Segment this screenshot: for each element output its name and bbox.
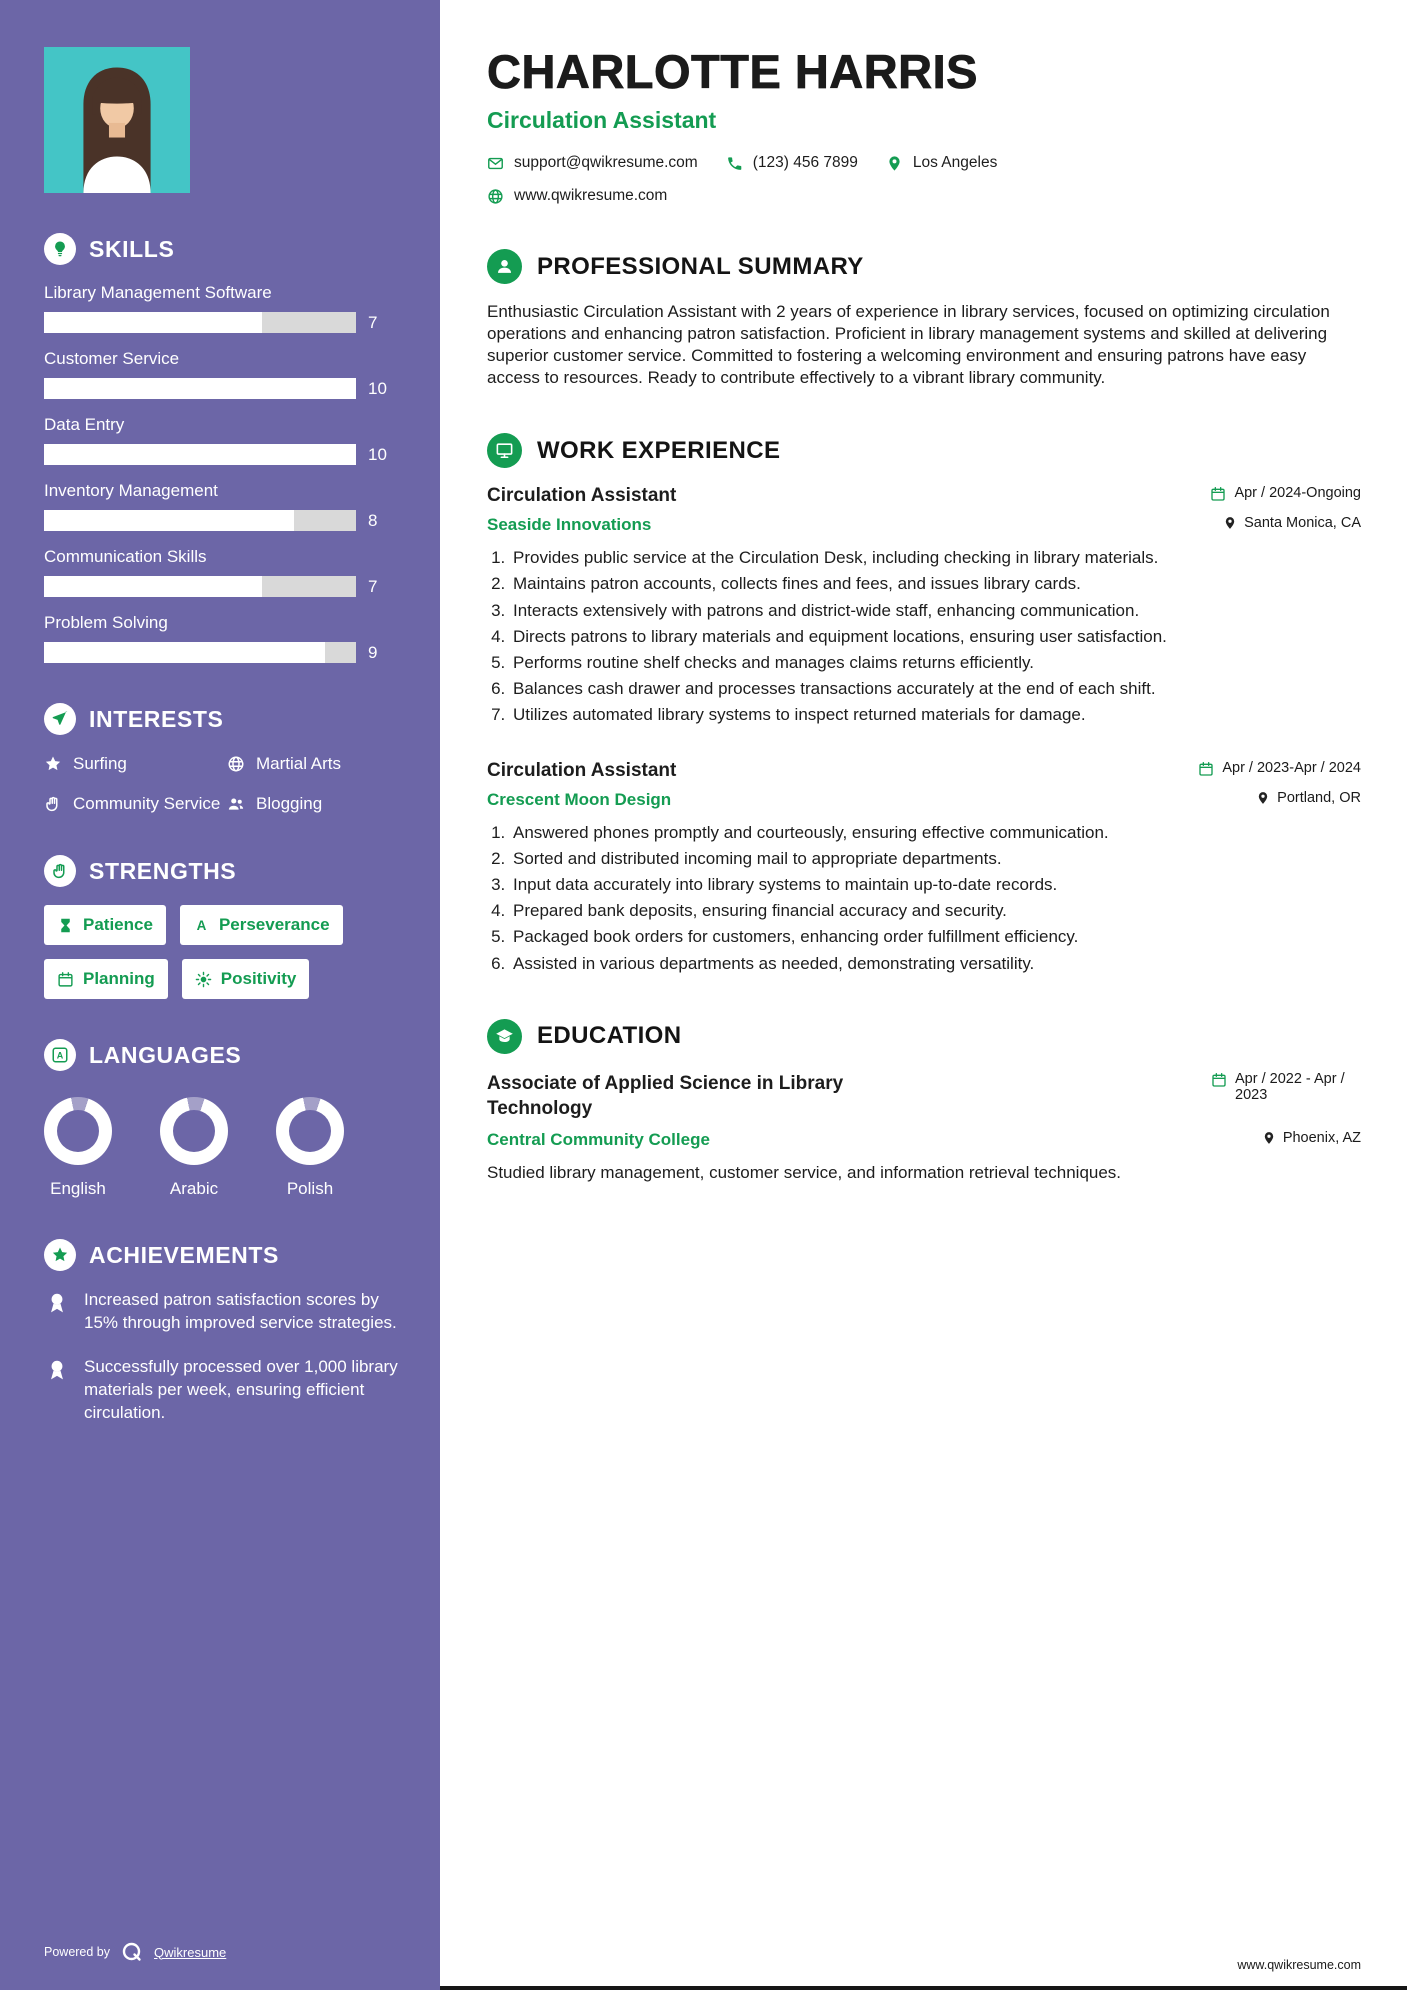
languages-section [44, 1039, 404, 1199]
skill-value: 9 [368, 642, 378, 662]
language-item [44, 1097, 112, 1199]
skills-header [44, 233, 404, 265]
language-label: Arabic [169, 1179, 219, 1199]
skill-label: Data Entry [44, 415, 125, 434]
paper-plane-icon [44, 703, 76, 735]
hourglass-icon [57, 917, 74, 934]
education-title: EDUCATION [537, 1022, 682, 1050]
website-link[interactable]: www.qwikresume.com [514, 187, 668, 204]
job-bullet: 4. Prepared bank deposits, ensuring financial accuracy and security. [510, 900, 1361, 922]
candidate-job-title: Circulation Assistant [487, 107, 717, 133]
interests-header [44, 703, 404, 735]
skill-value: 10 [368, 444, 387, 464]
education-location [1262, 1130, 1361, 1146]
calendar-icon [1198, 761, 1214, 777]
sun-icon [195, 971, 212, 988]
pin-icon [1262, 1131, 1276, 1145]
lightbulb-icon [44, 233, 76, 265]
strength-chip [44, 959, 168, 999]
skills-title: SKILLS [89, 235, 175, 262]
language-donut-chart [160, 1097, 228, 1165]
powered-by-label: Powered by [44, 1945, 111, 1959]
phone-number: (123) 456 7899 [752, 154, 858, 171]
strengths-title: STRENGTHS [89, 857, 237, 884]
hand-icon [44, 795, 62, 813]
achievements-header [44, 1239, 404, 1271]
globe-icon [227, 755, 245, 773]
bottom-divider [440, 1986, 1407, 1990]
job-role: Circulation Assistant [487, 485, 677, 507]
job-bullet-list [487, 547, 1361, 726]
interest-item [44, 793, 221, 815]
users-icon [227, 795, 245, 813]
achievements-title: ACHIEVEMENTS [89, 1241, 279, 1268]
job-dates [1210, 485, 1361, 502]
job-bullet: 2. Sorted and distributed incoming mail to appropriate departments. [510, 848, 1361, 870]
experience-section [487, 433, 1361, 974]
education-section [487, 1019, 1361, 1184]
award-icon [44, 1357, 70, 1383]
qwikresume-brand-link[interactable]: Qwikresume [154, 1944, 227, 1960]
pin-icon [886, 155, 903, 172]
language-label: Polish [286, 1179, 334, 1199]
achievement-text: Increased patron satisfaction scores by 15% through improved service strategies. [84, 1290, 397, 1332]
skill-item [44, 547, 404, 597]
languages-title: LANGUAGES [89, 1041, 242, 1068]
job-location [1256, 790, 1361, 806]
phone-icon [726, 155, 743, 172]
skill-label: Problem Solving [44, 613, 168, 632]
graduation-cap-icon [487, 1019, 522, 1054]
skill-item [44, 349, 404, 399]
interests-title: INTERESTS [89, 705, 224, 732]
interests-section [44, 703, 404, 815]
skill-value: 7 [368, 312, 378, 332]
summary-text: Enthusiastic Circulation Assistant with 2 years of experience in library services, focused on optimizing circulation operations and enhancing patron satisfaction. Proficient in library management systems and skilled at delivering superior customer service. Committed to fostering a welcoming environment and ensuring patrons have easy access to resources. Ready to contribute effectively to a vibrant library community. [487, 302, 1330, 388]
strength-chip [44, 905, 166, 945]
skill-bar [44, 312, 356, 333]
candidate-name: CHARLOTTE HARRIS [487, 45, 979, 98]
job-bullet: 6. Balances cash drawer and processes transactions accurately at the end of each shift. [510, 678, 1361, 700]
skill-item [44, 415, 404, 465]
skill-label: Inventory Management [44, 481, 218, 500]
skill-bar [44, 642, 356, 663]
interest-item [227, 753, 404, 775]
education-location-text: Phoenix, AZ [1282, 1129, 1361, 1146]
education-dates [1211, 1071, 1361, 1103]
interest-label: Martial Arts [256, 754, 342, 773]
fist-icon [44, 855, 76, 887]
job-dates-text: Apr / 2024-Ongoing [1234, 485, 1361, 502]
skill-bar [44, 378, 356, 399]
strength-label: Perseverance [218, 915, 330, 935]
achievements-section [44, 1239, 404, 1424]
job-dates [1198, 760, 1361, 777]
job-bullet: 3. Interacts extensively with patrons and district-wide staff, enhancing communication. [510, 600, 1361, 622]
job-bullet: 5. Packaged book orders for customers, enhancing order fulfillment efficiency. [510, 926, 1361, 948]
job-bullet: 5. Performs routine shelf checks and manages claims returns efficiently. [510, 652, 1361, 674]
skill-item [44, 481, 404, 531]
skills-section [44, 233, 404, 663]
job-location-text: Portland, OR [1277, 790, 1361, 807]
job-bullet: 7. Utilizes automated library systems to inspect returned materials for damage. [510, 704, 1361, 726]
award-icon [44, 1290, 70, 1316]
job-bullet: 1. Provides public service at the Circulation Desk, including checking in library materials. [510, 547, 1361, 569]
envelope-icon [487, 155, 504, 172]
job-dates-text: Apr / 2023-Apr / 2024 [1222, 760, 1361, 777]
experience-entry [487, 485, 1361, 726]
summary-section [487, 249, 1361, 389]
skill-bar [44, 576, 356, 597]
main-content [440, 0, 1407, 1990]
job-bullet-list [487, 822, 1361, 975]
email-contact [487, 154, 698, 172]
languages-header [44, 1039, 404, 1071]
website-contact [487, 187, 667, 205]
interest-label: Community Service [73, 794, 221, 814]
interest-label: Surfing [73, 754, 127, 773]
sidebar [0, 0, 440, 1990]
language-item [160, 1097, 228, 1199]
strength-chip [180, 905, 343, 945]
language-label: English [50, 1179, 106, 1199]
translate-icon [44, 1039, 76, 1071]
summary-header [487, 249, 1361, 284]
skill-item [44, 283, 404, 333]
contact-row-2 [487, 187, 1361, 205]
job-bullet: 4. Directs patrons to library materials and equipment locations, ensuring user satisfaction. [510, 626, 1361, 648]
qwikresume-logo-icon [120, 1940, 144, 1964]
monitor-icon [487, 433, 522, 468]
skill-item [44, 613, 404, 663]
sidebar-footer [44, 1940, 226, 1964]
strength-chip [182, 959, 310, 999]
experience-header [487, 433, 1361, 468]
interest-item [44, 753, 221, 775]
summary-title: PROFESSIONAL SUMMARY [537, 252, 864, 280]
strength-label: Positivity [220, 969, 297, 989]
experience-title: WORK EXPERIENCE [537, 436, 781, 464]
achievement-item [44, 1289, 404, 1334]
calendar-icon [1211, 1072, 1227, 1088]
pin-icon [1223, 516, 1237, 530]
language-donut-chart [276, 1097, 344, 1165]
interest-label: Blogging [256, 794, 323, 814]
location-contact [886, 154, 997, 172]
skill-value: 10 [368, 378, 387, 398]
skill-value: 8 [368, 510, 378, 530]
interest-item [227, 793, 404, 815]
job-bullet: 6. Assisted in various departments as needed, demonstrating versatility. [510, 953, 1361, 975]
company-name: Crescent Moon Design [487, 790, 672, 810]
portrait-illustration [44, 47, 190, 193]
job-bullet: 1. Answered phones promptly and courteously, ensuring effective communication. [510, 822, 1361, 844]
education-header [487, 1019, 1361, 1054]
phone-contact [726, 154, 858, 172]
email-link[interactable]: support@qwikresume.com [514, 154, 698, 171]
school-name: Central Community College [487, 1129, 710, 1149]
company-name: Seaside Innovations [487, 515, 652, 535]
job-role: Circulation Assistant [487, 760, 677, 782]
strength-label: Planning [83, 969, 155, 989]
star-badge-icon [44, 1239, 76, 1271]
pin-icon [1256, 791, 1270, 805]
profile-photo [44, 47, 190, 193]
achievement-item [44, 1356, 404, 1424]
skill-bar [44, 510, 356, 531]
education-description: Studied library management, customer service, and information retrieval techniques. [487, 1162, 1122, 1182]
globe-icon [487, 188, 504, 205]
skill-label: Library Management Software [44, 283, 272, 302]
calendar-icon [1210, 486, 1226, 502]
strengths-section [44, 855, 404, 999]
footer-website-link[interactable]: www.qwikresume.com [1237, 1958, 1361, 1972]
education-dates-text: Apr / 2022 - Apr / 2023 [1235, 1070, 1345, 1103]
job-bullet: 2. Maintains patron accounts, collects fines and fees, and issues library cards. [510, 573, 1361, 595]
skill-label: Communication Skills [44, 547, 207, 566]
language-donut-chart [44, 1097, 112, 1165]
language-item [276, 1097, 344, 1199]
job-location-text: Santa Monica, CA [1244, 515, 1361, 532]
skill-label: Customer Service [44, 349, 180, 368]
degree-name: Associate of Applied Science in Library Technology [487, 1072, 844, 1120]
star-icon [44, 755, 62, 773]
contact-row-1 [487, 154, 1361, 172]
strength-label: Patience [83, 915, 153, 935]
calendar-icon [57, 971, 74, 988]
strengths-header [44, 855, 404, 887]
location-text: Los Angeles [912, 154, 998, 171]
experience-entry [487, 760, 1361, 975]
achievement-text: Successfully processed over 1,000 library materials per week, ensuring efficient circulation. [84, 1357, 398, 1422]
skill-bar [44, 444, 356, 465]
skill-value: 7 [368, 576, 378, 596]
letter-a-icon [193, 917, 210, 934]
person-icon [487, 249, 522, 284]
job-location [1223, 515, 1361, 531]
job-bullet: 3. Input data accurately into library systems to maintain up-to-date records. [510, 874, 1361, 896]
